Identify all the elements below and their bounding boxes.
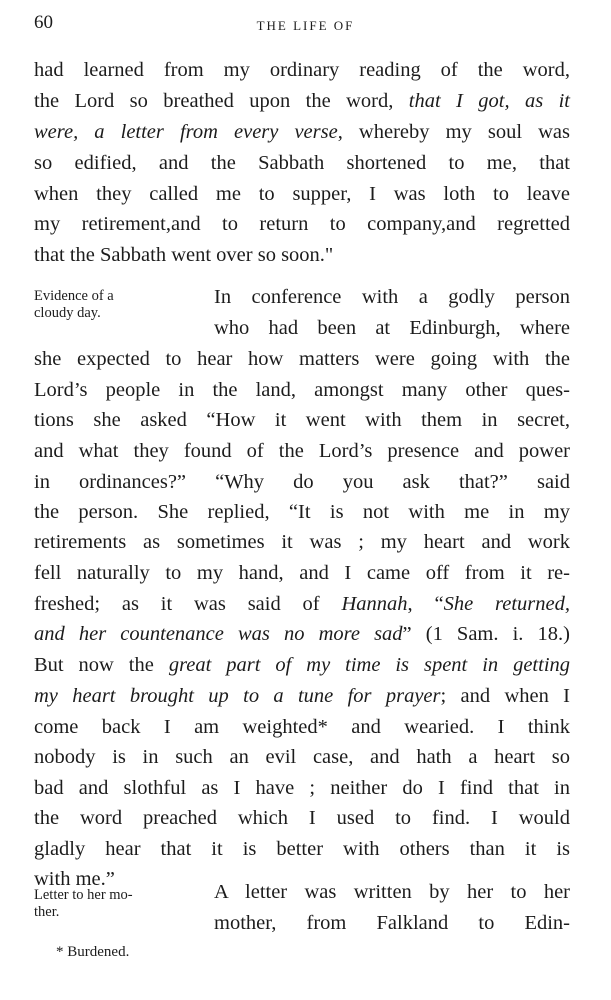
text-line: nobody is in such an evil case, and hath a heart so bbox=[34, 746, 570, 768]
text-line: that the Sabbath went over so soon." bbox=[34, 244, 334, 266]
text-line: and her countenance was no more sad” (1 Sam. i. 18.) bbox=[34, 623, 570, 645]
text-line: in ordinances?” “Why do you ask that?” said bbox=[34, 471, 570, 493]
margin-note-letter: Letter to her mo- ther. bbox=[34, 887, 133, 920]
text-line: fell naturally to my hand, and I came off from it re- bbox=[34, 562, 570, 584]
text-line: the word preached which I used to find. I would bbox=[34, 807, 570, 829]
text-line: the person. She replied, “It is not with me in my bbox=[34, 501, 570, 523]
text-line: But now the great part of my time is spent in getting bbox=[34, 654, 571, 676]
text-line: freshed; as it was said of Hannah, “She returned, bbox=[34, 593, 570, 615]
text-line: she expected to hear how matters were going with the bbox=[34, 348, 570, 370]
page-header bbox=[34, 12, 577, 42]
text-line: my heart brought up to a tune for prayer; and when I bbox=[34, 685, 570, 707]
text-line: tions she asked “How it went with them in secret, bbox=[34, 409, 570, 431]
running-title: THE LIFE OF bbox=[256, 18, 355, 33]
text-line: had learned from my ordinary reading of the word, bbox=[34, 59, 570, 81]
text-line: who had been at Edinburgh, where bbox=[214, 317, 570, 339]
text-line: the Lord so breathed upon the word, that I got, as it bbox=[34, 90, 570, 112]
page-number: 60 bbox=[34, 12, 53, 33]
text-line: so edified, and the Sabbath shortened to me, that bbox=[34, 152, 570, 174]
text-line: gladly hear that it is better with others than it is bbox=[34, 838, 570, 860]
text-line: In conference with a godly person bbox=[214, 286, 570, 308]
text-line: were, a letter from every verse, whereby my soul was bbox=[34, 121, 570, 143]
footnote: * Burdened. bbox=[56, 944, 130, 960]
text-line: and what they found of the Lord’s presence and power bbox=[34, 440, 570, 462]
text-line: retirements as sometimes it was ; my heart and work bbox=[34, 531, 570, 553]
text-line: Lord’s people in the land, amongst many other ques- bbox=[34, 379, 570, 401]
text-line: with me.” bbox=[34, 868, 115, 890]
margin-note-evidence: Evidence of a cloudy day. bbox=[34, 288, 114, 321]
text-line: when they called me to supper, I was loth to leave bbox=[34, 183, 570, 205]
text-line: my retirement,and to return to company,and regretted bbox=[34, 213, 570, 235]
text-line: bad and slothful as I have ; neither do I find that in bbox=[34, 777, 570, 799]
text-line: come back I am weighted* and wearied. I think bbox=[34, 716, 570, 738]
text-line: mother, from Falkland to Edin- bbox=[214, 912, 570, 934]
text-line: A letter was written by her to her bbox=[214, 881, 570, 903]
